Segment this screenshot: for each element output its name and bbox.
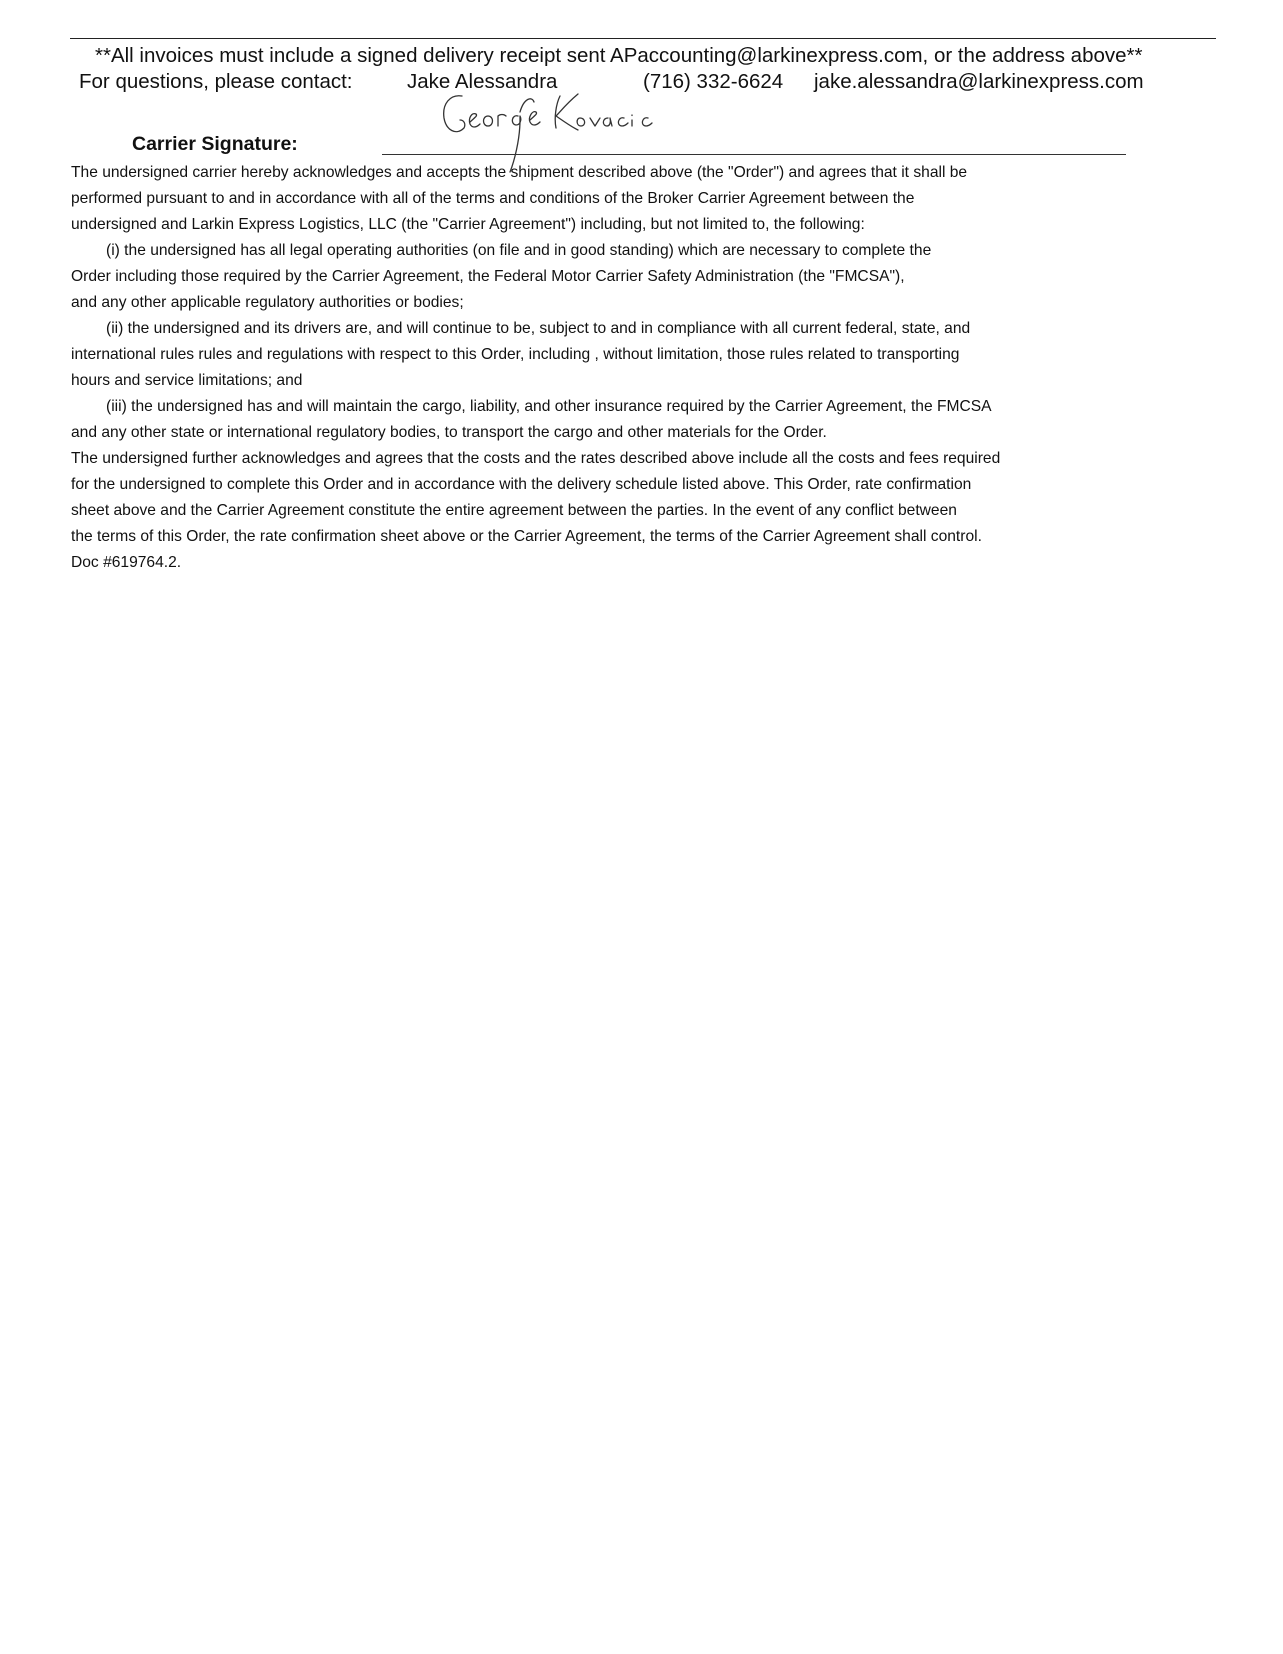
terms-line: The undersigned further acknowledges and agrees that the costs and the rates described above include all the costs and fees required: [71, 450, 1001, 467]
terms-clause-ii: (ii) the undersigned and its drivers are, and will continue to be, subject to and in compliance with all current federal, state, and: [106, 320, 971, 337]
carrier-agreement-terms: [71, 160, 1000, 576]
terms-clause-iii: (iii) the undersigned has and will maintain the cargo, liability, and other insurance required by the Carrier Agreement, the FMCSA: [106, 398, 992, 415]
contact-name: Jake Alessandra: [407, 70, 558, 93]
terms-line: undersigned and Larkin Express Logistics, LLC (the "Carrier Agreement") including, but not limited to, the following:: [71, 216, 865, 233]
contact-label: For questions, please contact:: [79, 70, 353, 93]
terms-line: hours and service limitations; and: [71, 372, 303, 389]
top-divider-rule: [70, 38, 1216, 39]
contact-email: jake.alessandra@larkinexpress.com: [814, 70, 1144, 93]
terms-line: performed pursuant to and in accordance with all of the terms and conditions of the Broker Carrier Agreement between the: [71, 190, 915, 207]
terms-clause-i: (i) the undersigned has all legal operating authorities (on file and in good standing) which are necessary to complete the: [106, 242, 932, 259]
document-number: Doc #619764.2.: [71, 554, 182, 571]
invoice-notice: **All invoices must include a signed delivery receipt sent APaccounting@larkinexpress.com, or the address above**: [95, 44, 1143, 67]
contact-phone: (716) 332-6624: [643, 70, 784, 93]
terms-line: and any other state or international regulatory bodies, to transport the cargo and other materials for the Order.: [71, 424, 827, 441]
terms-line: and any other applicable regulatory authorities or bodies;: [71, 294, 464, 311]
terms-line: for the undersigned to complete this Order and in accordance with the delivery schedule listed above. This Order, rate confirmation: [71, 476, 972, 493]
terms-line: the terms of this Order, the rate confirmation sheet above or the Carrier Agreement, the terms of the Carrier Agreement shall control.: [71, 528, 982, 545]
terms-line: sheet above and the Carrier Agreement constitute the entire agreement between the parties. In the event of any conflict between: [71, 502, 957, 519]
terms-line: Order including those required by the Carrier Agreement, the Federal Motor Carrier Safety Administration (the "FMCSA"),: [71, 268, 905, 285]
terms-line: international rules rules and regulations with respect to this Order, including , without limitation, those rules related to transporting: [71, 346, 960, 363]
carrier-signature-label: Carrier Signature:: [132, 133, 298, 155]
terms-line: The undersigned carrier hereby acknowledges and accepts the shipment described above (the "Order") and agrees that it shall be: [71, 164, 968, 181]
